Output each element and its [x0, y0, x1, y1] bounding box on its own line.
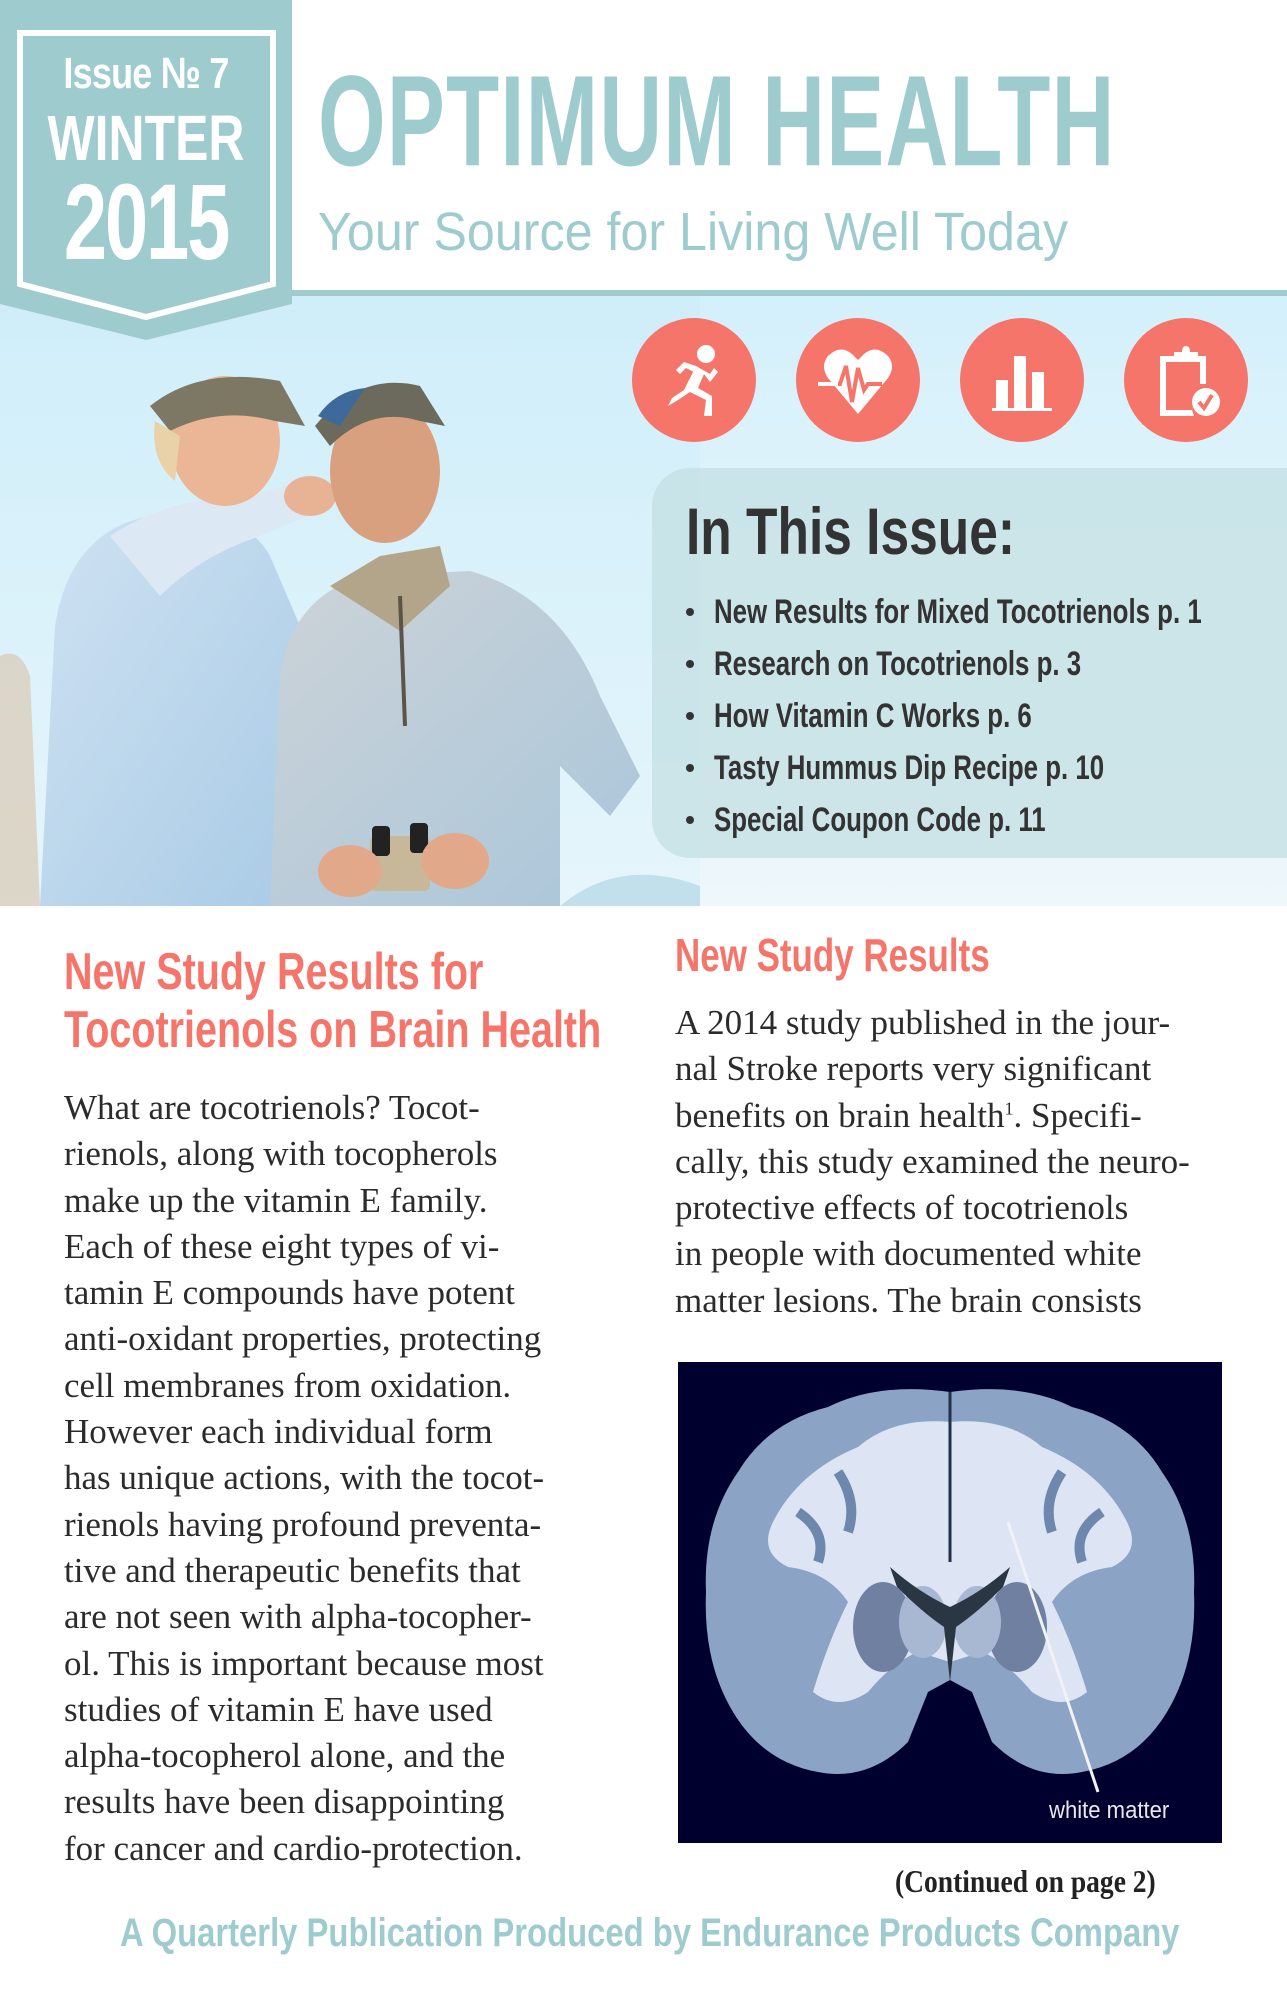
toc-item[interactable]: New Results for Mixed Tocotrienols p. 1: [682, 586, 1287, 638]
toc-item[interactable]: Special Coupon Code p. 11: [682, 794, 1287, 846]
bullet-icon: [686, 660, 694, 668]
bullet-icon: [686, 712, 694, 720]
running-person-icon: [632, 318, 756, 442]
right-article-headline: New Study Results: [675, 929, 990, 981]
left-article-body: What are tocotrienols? Tocot- rienols, along with tocopherols make up the vitamin E family. Each of these eight types of vi- tamin E compounds have potent anti-oxidant properties, protecting cell membranes from oxidation. However each individual form has unique actions, with the tocot- rienols having profound preventa- tive and therapeutic benefits that are not seen with alpha-tocopher- ol. This is important because most studies of vitamin E have used alpha-tocopherol alone, and the results have been disappointing for cancer and cardio-protection.: [64, 1088, 545, 1868]
toc-item[interactable]: How Vitamin C Works p. 6: [682, 690, 1287, 742]
hero-section: [0, 296, 1287, 906]
bullet-icon: [686, 816, 694, 824]
issue-number: Issue № 7: [63, 49, 229, 98]
toc-item[interactable]: Tasty Hummus Dip Recipe p. 10: [682, 742, 1287, 794]
publication-title: OPTIMUM HEALTH: [318, 48, 1116, 193]
brain-scan-figure: [678, 1362, 1222, 1843]
topic-icons: [632, 318, 1252, 443]
clipboard-check-icon: [1124, 318, 1248, 442]
right-article-body: A 2014 study published in the jour- nal Stroke reports very significant benefits on brain health$^1$. Specifi- cally, this study examined the neuro- protective effects of tocotrienols in people with documented white matter lesions. The brain consists: [675, 1003, 1190, 1320]
bullet-icon: [686, 764, 694, 772]
bullet-icon: [686, 608, 694, 616]
publication-footer: A Quarterly Publication Produced by Endurance Products Company: [120, 1911, 1180, 1955]
in-this-issue-panel: [652, 468, 1287, 858]
brain-illustration: [678, 1362, 1222, 1843]
left-article-headline: New Study Results for: [64, 943, 484, 1001]
issue-year: 2015: [63, 161, 229, 282]
continued-link[interactable]: (Continued on page 2): [895, 1863, 1156, 1899]
issue-season: WINTER: [47, 102, 245, 174]
table-of-contents: [682, 586, 1287, 846]
toc-item[interactable]: Research on Tocotrienols p. 3: [682, 638, 1287, 690]
issue-banner: [0, 0, 292, 340]
bar-chart-icon: [960, 318, 1084, 442]
publication-tagline: Your Source for Living Well Today: [318, 202, 1069, 262]
heartbeat-icon: [796, 318, 920, 442]
in-this-issue-title: In This Issue:: [686, 494, 1015, 568]
white-matter-label: white matter: [1049, 1797, 1170, 1824]
left-article-headline-line2: Tocotrienols on Brain Health: [64, 1001, 602, 1059]
couple-photo: [0, 296, 700, 906]
footnote-ref[interactable]: 1: [1004, 1097, 1014, 1118]
